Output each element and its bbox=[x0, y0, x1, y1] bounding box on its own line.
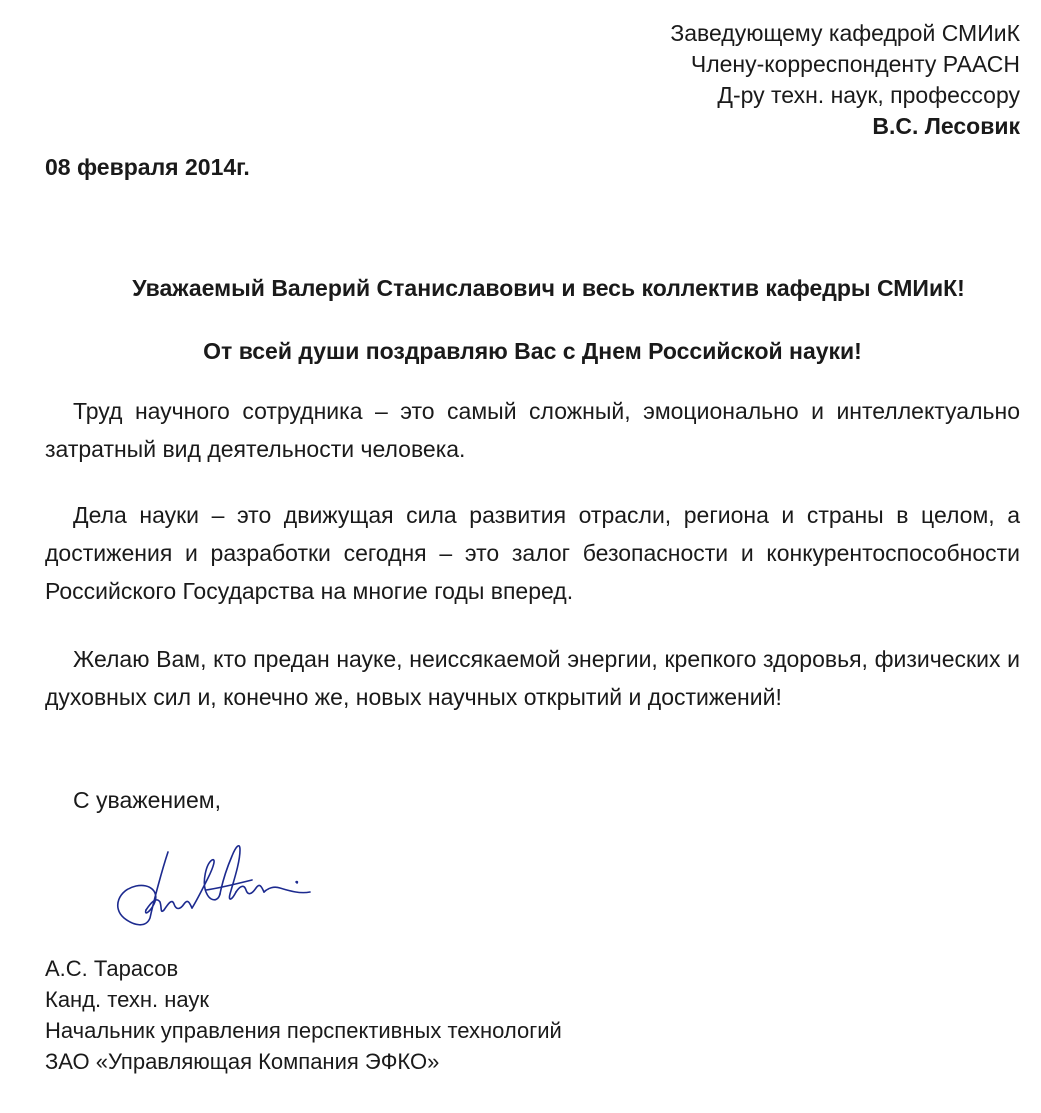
body-paragraph-2: Дела науки – это движущая сила развития отрасли, региона и страны в целом, а достижения и разработки сегодня – это залог безопасности и конкурентоспособности Российского Государства на многие годы вперед. bbox=[45, 502, 1020, 604]
addressee-line-2: Члену-корреспонденту РААСН bbox=[690, 51, 1020, 77]
addressee-name: В.С. Лесовик bbox=[872, 113, 1020, 139]
body-paragraph-3: Желаю Вам, кто предан науке, неиссякаемой энергии, крепкого здоровья, физических и духовных сил и, конечно же, новых научных открытий и достижений! bbox=[45, 646, 1020, 710]
signer-block bbox=[45, 953, 562, 1077]
letter-date: 08 февраля 2014г. bbox=[45, 154, 250, 180]
signer-degree: Канд. техн. наук bbox=[45, 987, 209, 1012]
greeting-salutation: Уважаемый Валерий Станиславович и весь коллектив кафедры СМИиК! bbox=[132, 275, 965, 301]
body-paragraph-1: Труд научного сотрудника – это самый сложный, эмоционально и интеллектуально затратный вид деятельности человека. bbox=[45, 398, 1020, 462]
addressee-block bbox=[670, 18, 1020, 142]
closing-phrase: С уважением, bbox=[73, 787, 221, 813]
greeting-congratulation: От всей души поздравляю Вас с Днем Российской науки! bbox=[203, 338, 862, 364]
signer-position: Начальник управления перспективных технологий bbox=[45, 1018, 562, 1043]
handwritten-signature bbox=[110, 830, 330, 940]
addressee-line-3: Д-ру техн. наук, профессору bbox=[717, 82, 1020, 108]
signer-company: ЗАО «Управляющая Компания ЭФКО» bbox=[45, 1049, 440, 1074]
addressee-line-1: Заведующему кафедрой СМИиК bbox=[670, 20, 1020, 46]
signer-name: А.С. Тарасов bbox=[45, 956, 179, 981]
